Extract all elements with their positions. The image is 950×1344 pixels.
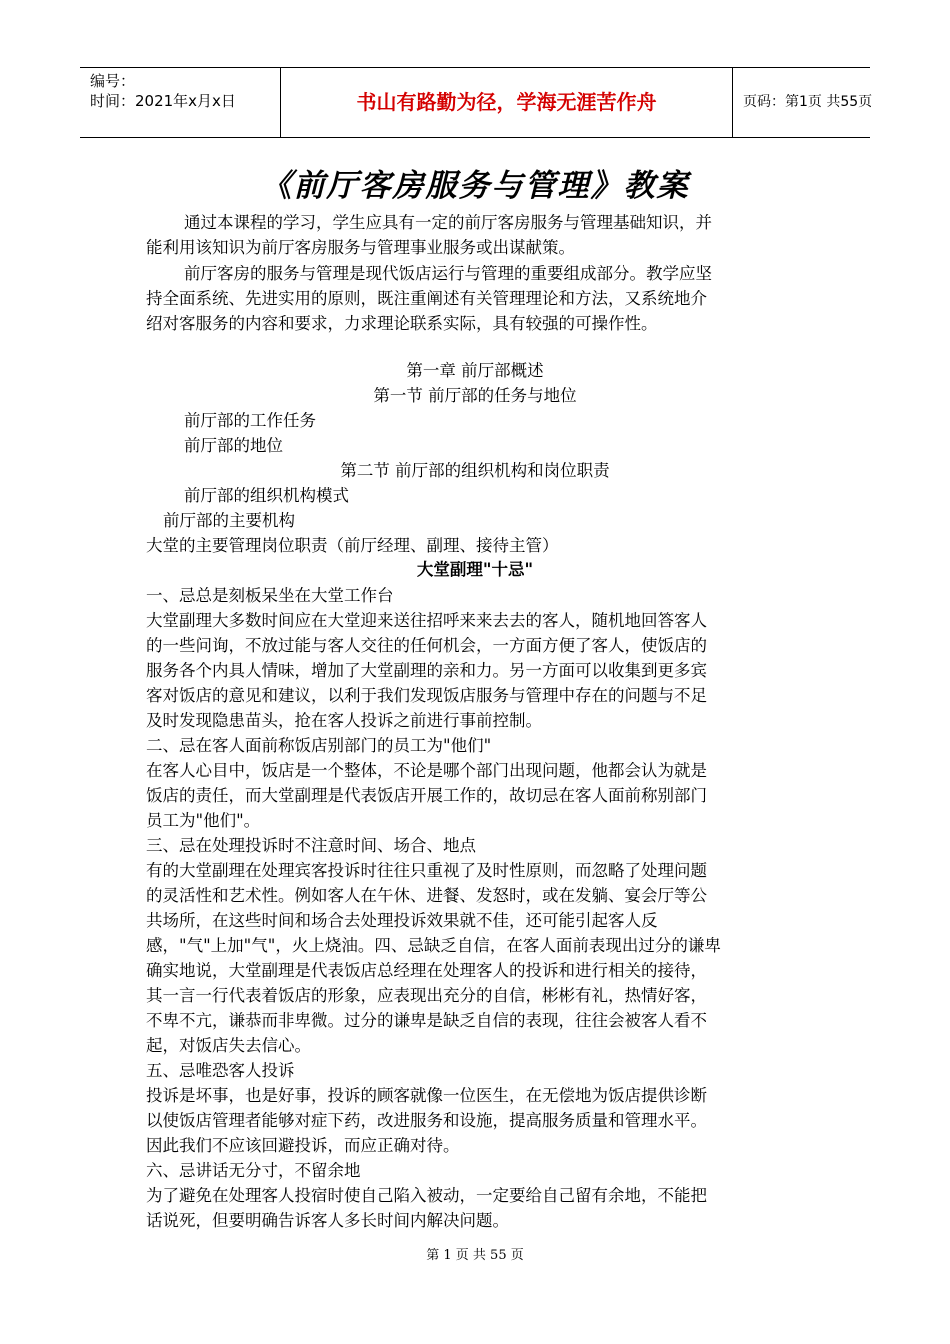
page-footer: 第 1 页 共 55 页: [426, 1248, 524, 1263]
body-line: 确实地说，大堂副理是代表饭店总经理在处理客人的投诉和进行相关的接待，: [146, 961, 707, 980]
intro-line: 通过本课程的学习，学生应具有一定的前厅客房服务与管理基础知识，并: [184, 213, 712, 232]
body-line: 一、忌总是刻板呆坐在大堂工作台: [146, 586, 394, 605]
body-line: 共场所，在这些时间和场合去处理投诉效果就不佳，还可能引起客人反: [146, 911, 658, 930]
header-meta: [80, 68, 280, 137]
document-title: 《前厅客房服务与管理》教案: [260, 168, 690, 204]
body-line: 话说死，但要明确告诉客人多长时间内解决问题。: [146, 1211, 509, 1230]
time-label: 时间：2021年x月x日: [90, 92, 236, 110]
body-line: 起，对饭店失去信心。: [146, 1036, 311, 1055]
intro-line: 前厅客房的服务与管理是现代饭店运行与管理的重要组成部分。教学应坚: [184, 264, 712, 283]
body-line: 因此我们不应该回避投诉，而应正确对待。: [146, 1136, 460, 1155]
body-line: 饭店的责任，而大堂副理是代表饭店开展工作的，故切忌在客人面前称别部门: [146, 786, 707, 805]
body-line: 五、忌唯恐客人投诉: [146, 1061, 295, 1080]
intro-line: 绍对客服务的内容和要求，力求理论联系实际，具有较强的可操作性。: [146, 314, 658, 333]
list-item: 前厅部的组织机构模式: [184, 486, 349, 505]
list-item: 大堂的主要管理岗位职责（前厅经理、副理、接待主管）: [146, 536, 559, 555]
body-line: 员工为"他们"。: [146, 811, 261, 830]
header-motto: 书山有路勤为径，学海无涯苦作舟: [280, 68, 733, 137]
header-table: [80, 67, 873, 138]
section-title: 第一节 前厅部的任务与地位: [373, 386, 577, 405]
body-line: 二、忌在客人面前称饭店别部门的员工为"他们": [146, 736, 492, 755]
body-line: 投诉是坏事，也是好事，投诉的顾客就像一位医生，在无偿地为饭店提供诊断: [146, 1086, 707, 1105]
intro-line: 能利用该知识为前厅客房服务与管理事业服务或出谋献策。: [146, 238, 575, 257]
body-line: 及时发现隐患苗头，抢在客人投诉之前进行事前控制。: [146, 711, 542, 730]
body-line: 三、忌在处理投诉时不注意时间、场合、地点: [146, 836, 476, 855]
intro-line: 持全面系统、先进实用的原则，既注重阐述有关管理理论和方法，又系统地介: [146, 289, 707, 308]
body-line: 其一言一行代表着饭店的形象，应表现出充分的自信，彬彬有礼，热情好客，: [146, 986, 707, 1005]
body-line: 为了避免在处理客人投宿时使自己陷入被动，一定要给自己留有余地，不能把: [146, 1186, 707, 1205]
header-page-info: 页码：第1页 共55页: [743, 94, 873, 110]
body-line: 有的大堂副理在处理宾客投诉时往往只重视了及时性原则，而忽略了处理问题: [146, 861, 707, 880]
list-item: 前厅部的地位: [184, 436, 283, 455]
section-title: 第二节 前厅部的组织机构和岗位职责: [340, 461, 610, 480]
body-line: 不卑不亢，谦恭而非卑微。过分的谦卑是缺乏自信的表现，往往会被客人看不: [146, 1011, 707, 1030]
body-line: 客对饭店的意见和建议，以利于我们发现饭店服务与管理中存在的问题与不足: [146, 686, 707, 705]
body-line: 以使饭店管理者能够对症下药，改进服务和设施，提高服务质量和管理水平。: [146, 1111, 707, 1130]
chapter-title: 第一章 前厅部概述: [406, 361, 544, 380]
ten-taboos-heading: 大堂副理"十忌": [416, 560, 534, 579]
number-label: 编号：: [90, 72, 136, 90]
body-line: 大堂副理大多数时间应在大堂迎来送往招呼来来去去的客人，随机地回答客人: [146, 611, 707, 630]
body-line: 感，"气"上加"气"，火上烧油。四、忌缺乏自信，在客人面前表现出过分的谦卑: [146, 936, 721, 955]
body-line: 的一些问询，不放过能与客人交往的任何机会，一方面方便了客人，使饭店的: [146, 636, 707, 655]
body-line: 服务各个内具人情味，增加了大堂副理的亲和力。另一方面可以收集到更多宾: [146, 661, 707, 680]
body-line: 在客人心目中，饭店是一个整体，不论是哪个部门出现问题，他都会认为就是: [146, 761, 707, 780]
body-line: 的灵活性和艺术性。例如客人在午休、进餐、发怒时，或在发躺、宴会厅等公: [146, 886, 707, 905]
list-item: 前厅部的主要机构: [163, 511, 295, 530]
body-line: 六、忌讲话无分寸，不留余地: [146, 1161, 361, 1180]
list-item: 前厅部的工作任务: [184, 411, 316, 430]
